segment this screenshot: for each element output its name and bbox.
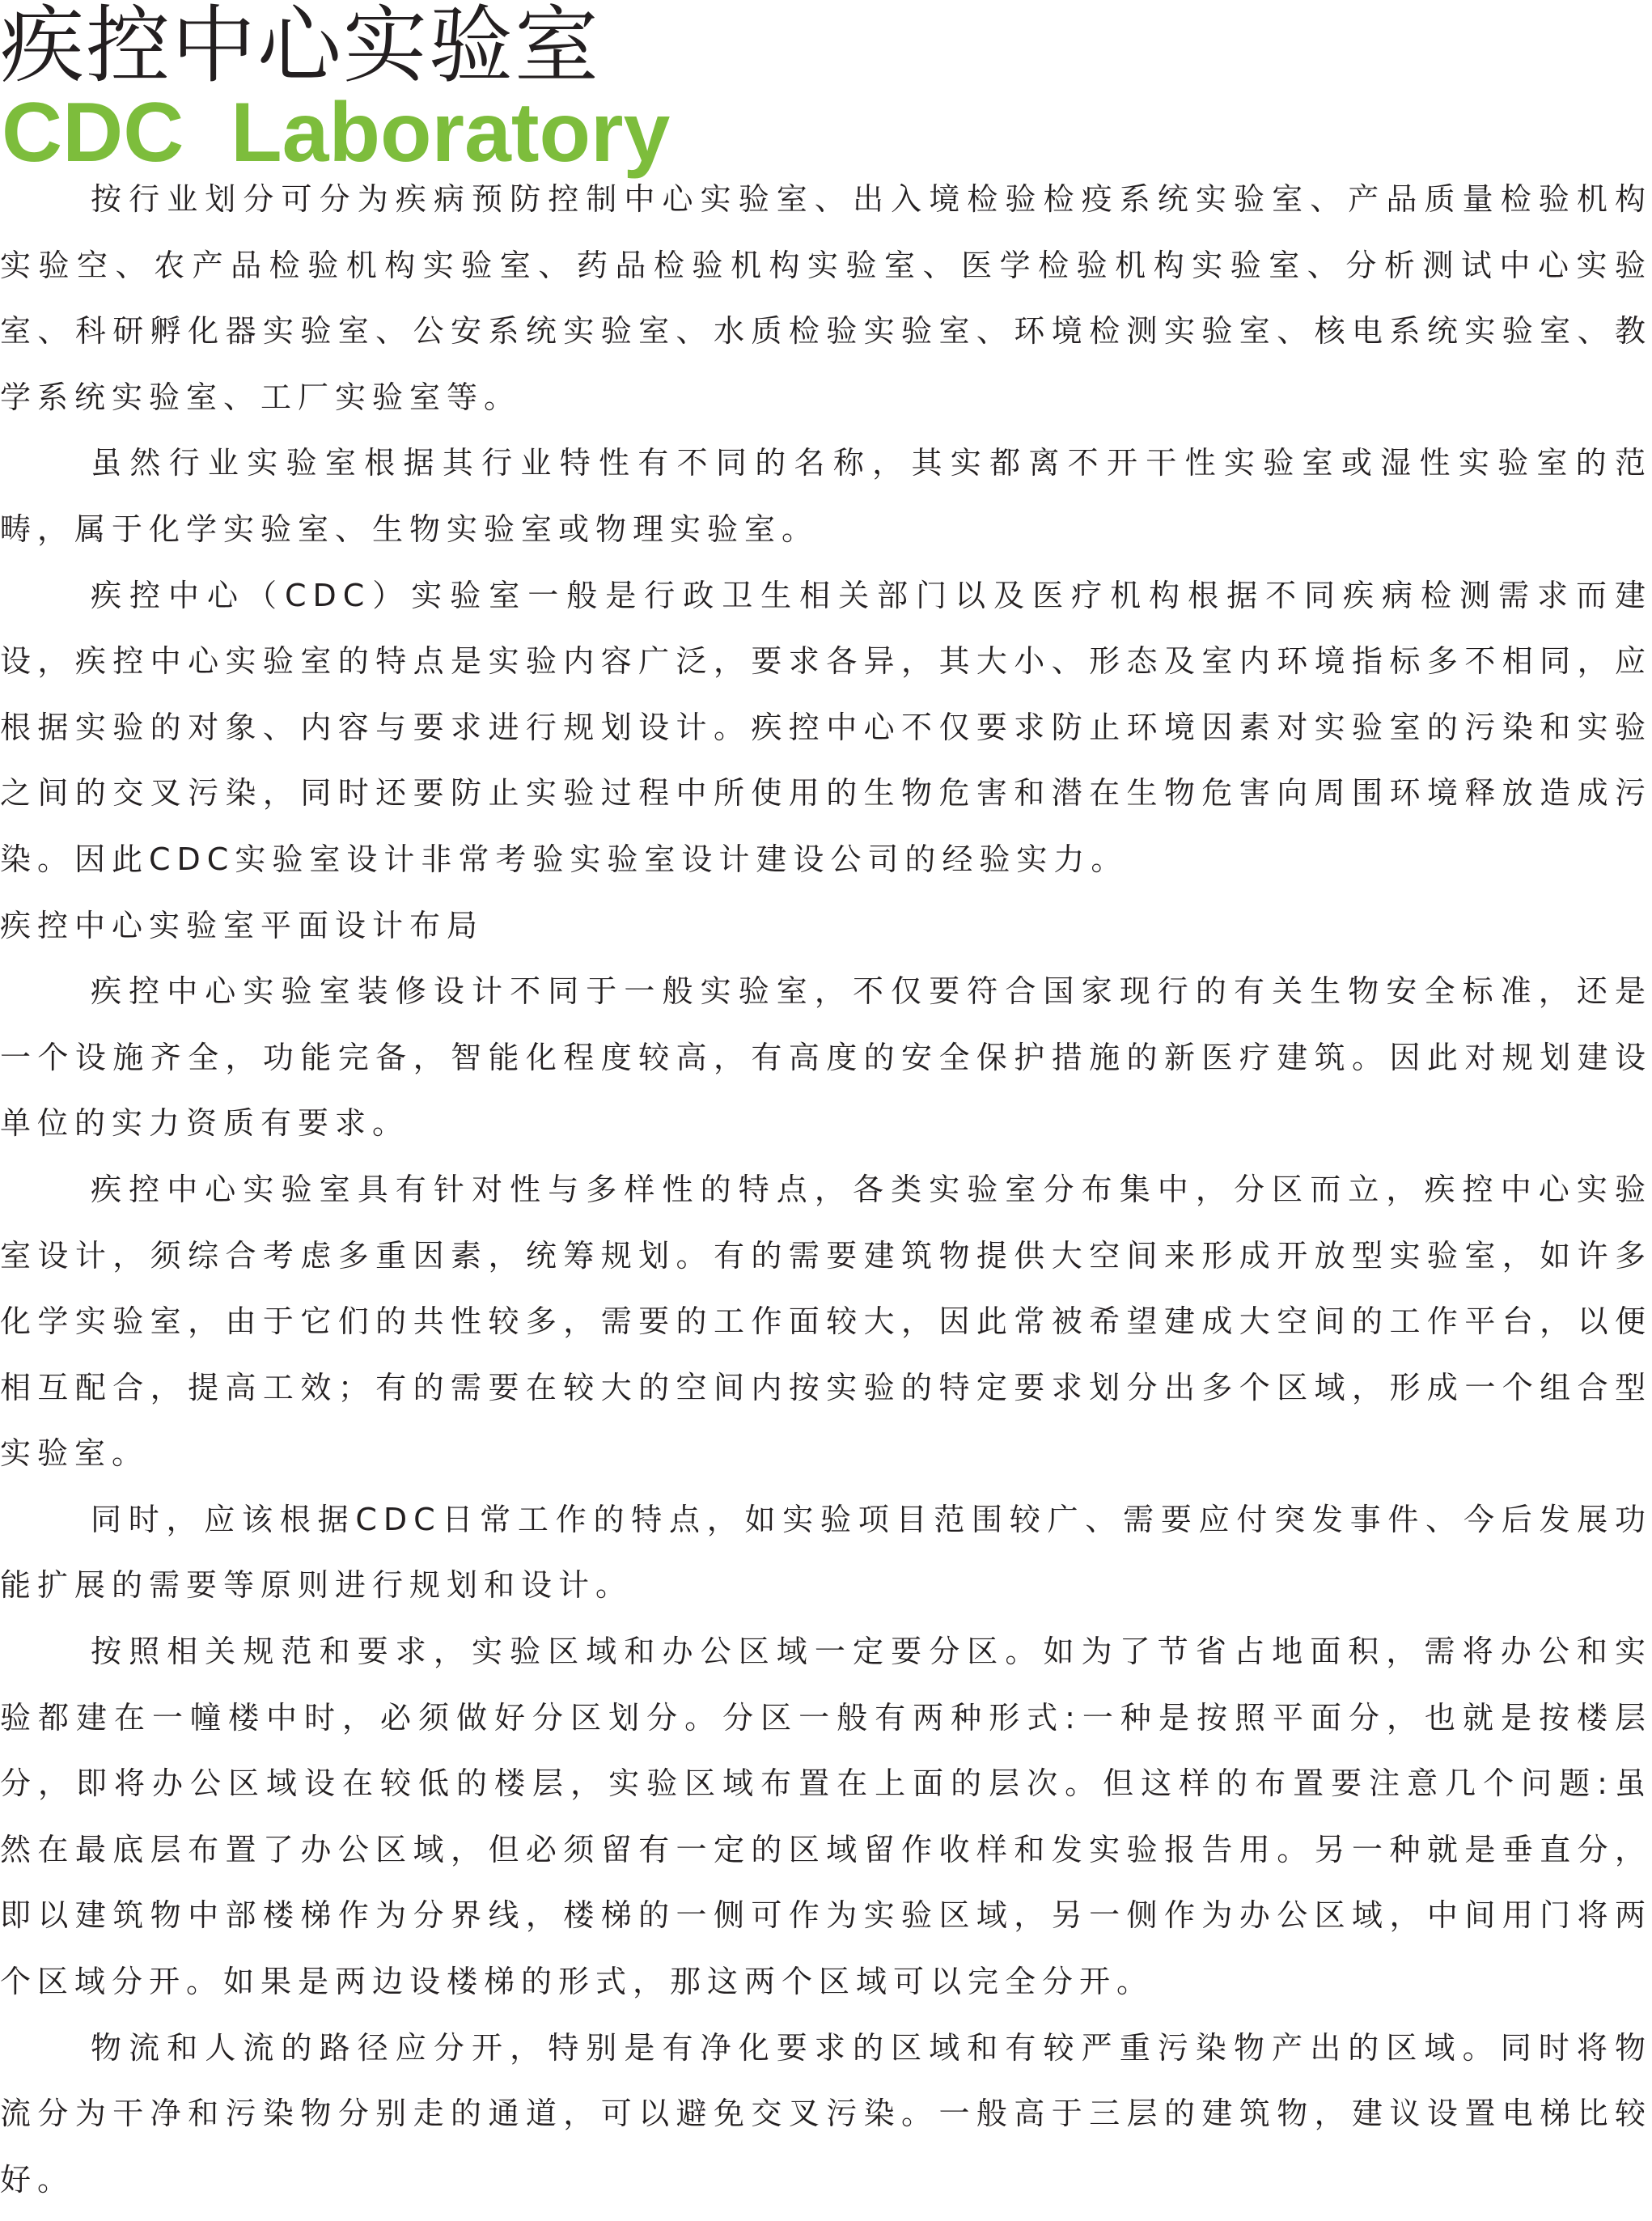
page-title-chinese: 疾控中心实验室 bbox=[0, 0, 601, 95]
paragraph-cdc-overview: 疾控中心（CDC）实验室一般是行政卫生相关部门以及医疗机构根据不同疾病检测需求而建设，疾控中心实验室的特点是实验内容广泛，要求各异，其大小、形态及室内环境指标多不相同，应根据实验的对象、内容与要求进行规划设计。疾控中心不仅要求防止环境因素对实验室的污染和实验之间的交叉污染，同时还要防止实验过程中所使用的生物危害和潜在生物危害向周围环境释放造成污染。因此CDC实验室设计非常考验实验室设计建设公司的经验实力。 bbox=[0, 577, 1652, 877]
article-body bbox=[0, 167, 1652, 2213]
paragraph-planning-principles: 同时，应该根据CDC日常工作的特点，如实验项目范围较广、需要应付突发事件、今后发展功能扩展的需要等原则进行规划和设计。 bbox=[0, 1501, 1652, 1604]
paragraph-zoning: 按照相关规范和要求，实验区域和办公区域一定要分区。如为了节省占地面积，需将办公和实验都建在一幢楼中时，必须做好分区划分。分区一般有两种形式:一种是按照平面分，也就是按楼层分，即将办公区域设在较低的楼层，实验区域布置在上面的层次。但这样的布置要注意几个问题:虽然在最底层布置了办公区域，但必须留有一定的区域留作收样和发实验报告用。另一种就是垂直分，即以建筑物中部楼梯作为分界线，楼梯的一侧可作为实验区域，另一侧作为办公区域，中间用门将两个区域分开。如果是两边设楼梯的形式，那这两个区域可以完全分开。 bbox=[0, 1634, 1652, 2000]
paragraph-lab-categories: 虽然行业实验室根据其行业特性有不同的名称，其实都离不开干性实验室或湿性实验室的范畴，属于化学实验室、生物实验室或物理实验室。 bbox=[0, 445, 1652, 547]
paragraph-industry-classification: 按行业划分可分为疾病预防控制中心实验室、出入境检验检疫系统实验室、产品质量检验机构实验空、农产品检验机构实验室、药品检验机构实验室、医学检验机构实验室、分析测试中心实验室、科研孵化器实验室、公安系统实验室、水质检验实验室、环境检测实验室、核电系统实验室、教学系统实验室、工厂实验室等。 bbox=[0, 181, 1652, 415]
paragraph-logistics-flow: 物流和人流的路径应分开，特别是有净化要求的区域和有较严重污染物产出的区域。同时将物流分为干净和污染物分别走的通道，可以避免交叉污染。一般高于三层的建筑物，建议设置电梯比较好。 bbox=[0, 2029, 1652, 2198]
section-heading-floor-plan: 疾控中心实验室平面设计布局 bbox=[0, 907, 485, 943]
page-title-english: CDC Laboratory bbox=[2, 86, 671, 180]
paragraph-lab-characteristics: 疾控中心实验室具有针对性与多样性的特点，各类实验室分布集中，分区而立，疾控中心实验室设计，须综合考虑多重因素，统筹规划。有的需要建筑物提供大空间来形成开放型实验室，如许多化学实验室，由于它们的共性较多，需要的工作面较大，因此常被希望建成大空间的工作平台，以便相互配合，提高工效；有的需要在较大的空间内按实验的特定要求划分出多个区域，形成一个组合型实验室。 bbox=[0, 1171, 1652, 1472]
paragraph-renovation-design: 疾控中心实验室装修设计不同于一般实验室，不仅要符合国家现行的有关生物安全标准，还是一个设施齐全，功能完备，智能化程度较高，有高度的安全保护措施的新医疗建筑。因此对规划建设单位的实力资质有要求。 bbox=[0, 973, 1652, 1142]
